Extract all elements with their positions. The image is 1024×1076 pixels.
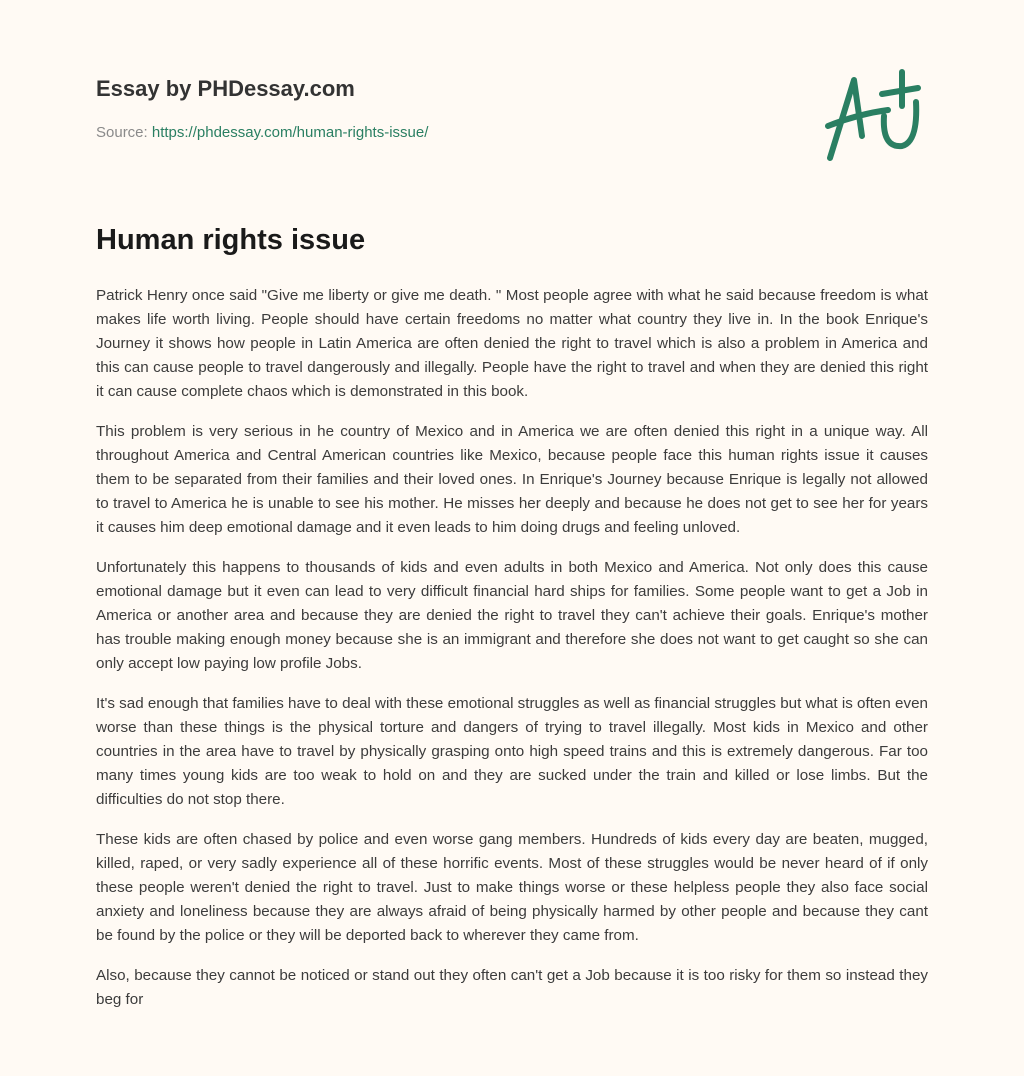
source-link[interactable]: https://phdessay.com/human-rights-issue/ [151, 124, 429, 141]
essay-paragraph: Patrick Henry once said "Give me liberty or give me death. " Most people agree with what he said because freedom is what makes life worth living. People should have certain freedoms no matter what country they live in. In the book Enrique's Journey it shows how people in Latin America are often denied the right to travel which is also a problem in America and this can cause people to travel dangerously and illegally. People have the right to travel and when they are denied this right it can cause complete chaos which is demonstrated in this book. [96, 287, 928, 400]
source-label: Source: [96, 124, 152, 141]
essay-body [96, 284, 928, 1028]
a-plus-logo-icon [818, 66, 930, 166]
essay-paragraph: These kids are often chased by police and even worse gang members. Hundreds of kids every day are beaten, mugged, killed, raped, or very sadly experience all of these horrific events. Most of these struggles would be never heard of if only these people weren't denied the right to travel. Just to make things worse or these helpless people they also face social anxiety and loneliness because they are always afraid of being physically harmed by other people and because they cant be found by the police or they will be deported back to wherever they came from. [96, 831, 928, 944]
essay-paragraph: Unfortunately this happens to thousands of kids and even adults in both Mexico and America. Not only does this cause emotional damage but it even can lead to very difficult financial hard ships for families. Some people want to get a Job in America or another area and because they are denied the right to travel they can't achieve their goals. Enrique's mother has trouble making enough money because she is an immigrant and therefore she does not want to get caught so she can only accept low paying low profile Jobs. [96, 559, 928, 672]
essay-paragraph: Also, because they cannot be noticed or stand out they often can't get a Job because it is too risky for them so instead they beg for [96, 967, 928, 1008]
site-brand: Essay by PHDessay.com [96, 76, 355, 101]
essay-title: Human rights issue [96, 224, 366, 256]
essay-paragraph: It's sad enough that families have to deal with these emotional struggles as well as financial struggles but what is often even worse than these things is the physical torture and dangers of trying to travel illegally. Most kids in Mexico and other countries in the area have to travel by physically grasping onto high speed trains and this is extremely dangerous. Far too many times young kids are too weak to hold on and they are sucked under the train and killed or lose limbs. But the difficulties do not stop there. [96, 695, 928, 808]
source-line [96, 124, 428, 141]
essay-paragraph: This problem is very serious in he country of Mexico and in America we are often denied this right in a unique way. All throughout America and Central American countries like Mexico, because people face this human rights issue it causes them to be separated from their families and their loved ones. In Enrique's Journey because Enrique is legally not allowed to travel to America he is unable to see his mother. He misses her deeply and because he does not get to see her for years it causes him deep emotional damage and it even leads to him doing drugs and feeling unloved. [96, 423, 928, 536]
